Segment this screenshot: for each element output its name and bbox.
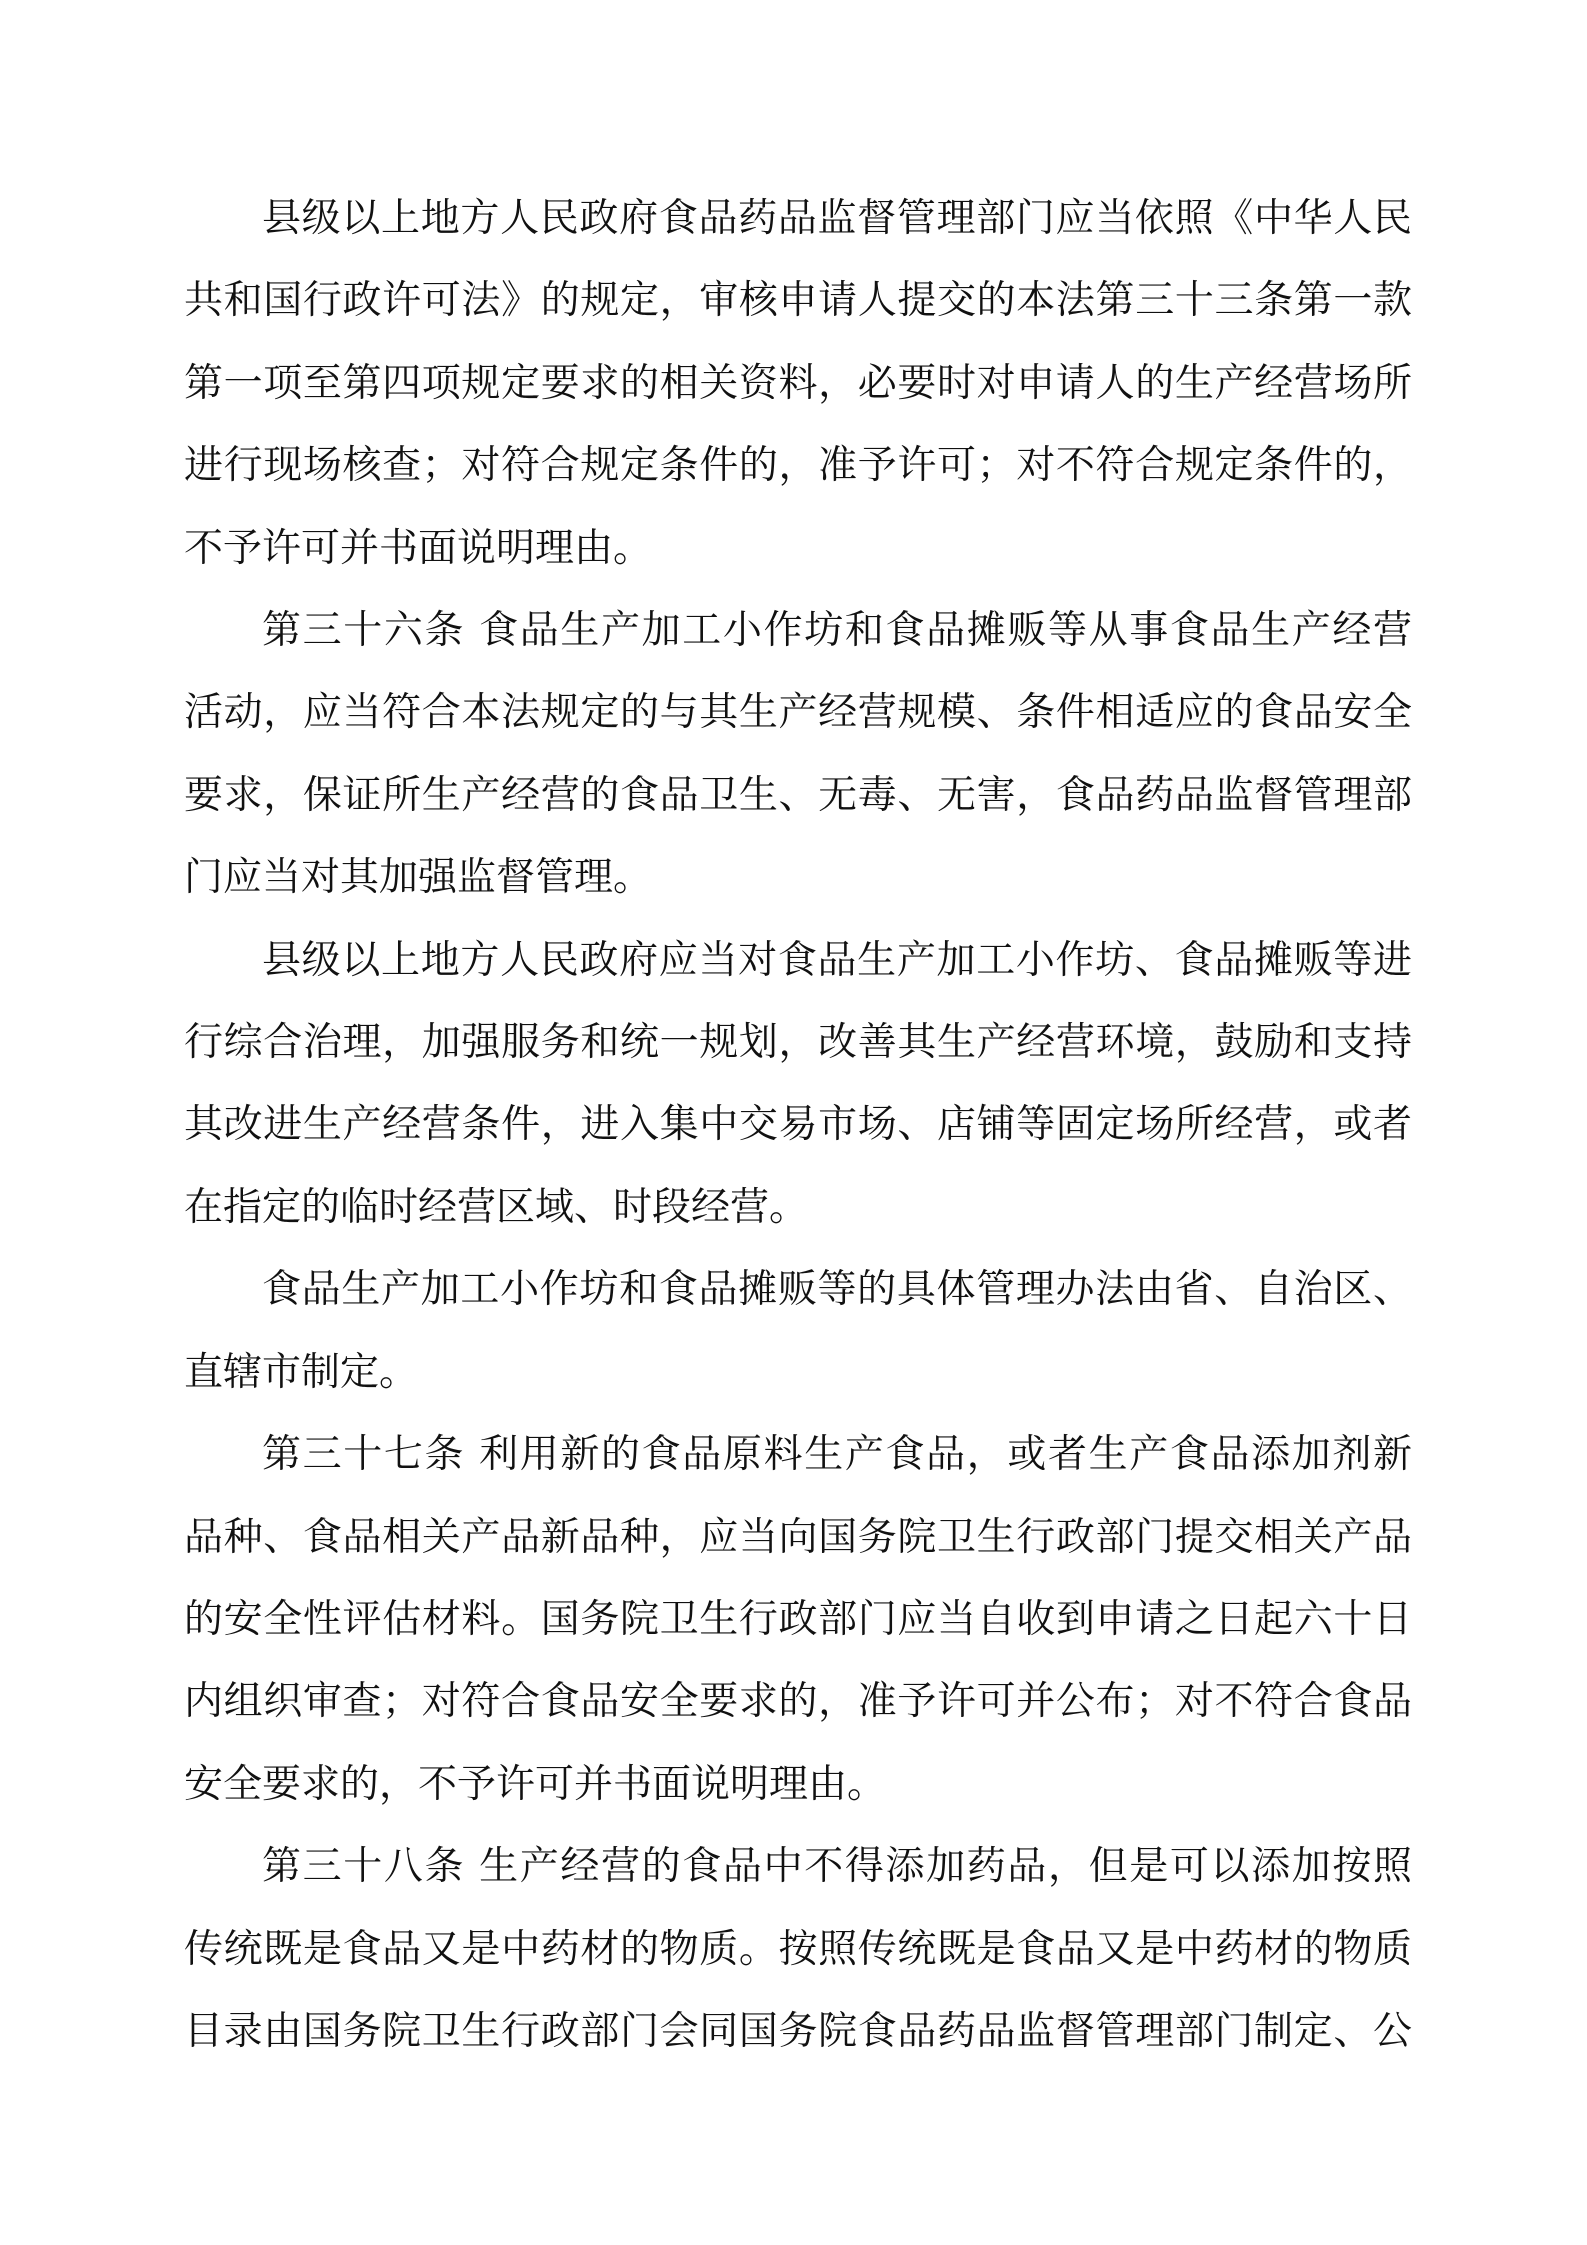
- text-line: 直辖市制定。: [184, 1349, 419, 1395]
- document-body: [184, 178, 1412, 2073]
- text-line: 内组织审查；对符合食品安全要求的，准予许可并公布；对不符合食品: [184, 1679, 1412, 1725]
- text-line: 品种、食品相关产品新品种，应当向国务院卫生行政部门提交相关产品: [184, 1514, 1412, 1560]
- paragraph: [184, 1826, 1412, 2073]
- text-line: 县级以上地方人民政府食品药品监督管理部门应当依照《中华人民: [262, 196, 1412, 241]
- text-line: 第一项至第四项规定要求的相关资料，必要时对申请人的生产经营场所: [184, 360, 1412, 406]
- text-line: 第三十七条 利用新的食品原料生产食品，或者生产食品添加剂新: [262, 1432, 1412, 1478]
- text-line: 的安全性评估材料。国务院卫生行政部门应当自收到申请之日起六十日: [184, 1596, 1412, 1642]
- text-line: 进行现场核查；对符合规定条件的，准予许可；对不符合规定条件的，: [184, 443, 1412, 489]
- paragraph: [184, 590, 1412, 920]
- paragraph: [184, 1414, 1412, 1826]
- text-line: 安全要求的，不予许可并书面说明理由。: [184, 1761, 887, 1807]
- text-line: 要求，保证所生产经营的食品卫生、无毒、无害，食品药品监督管理部: [184, 772, 1412, 818]
- text-line: 第三十八条 生产经营的食品中不得添加药品，但是可以添加按照: [262, 1844, 1412, 1890]
- text-line: 第三十六条 食品生产加工小作坊和食品摊贩等从事食品生产经营: [262, 608, 1412, 654]
- text-line: 门应当对其加强监督管理。: [184, 855, 653, 901]
- text-line: 食品生产加工小作坊和食品摊贩等的具体管理办法由省、自治区、: [262, 1267, 1412, 1313]
- text-line: 在指定的临时经营区域、时段经营。: [184, 1184, 809, 1230]
- text-line: 共和国行政许可法》的规定，审核申请人提交的本法第三十三条第一款: [184, 278, 1412, 324]
- paragraph: [184, 178, 1412, 590]
- text-line: 其改进生产经营条件，进入集中交易市场、店铺等固定场所经营，或者: [184, 1102, 1412, 1148]
- text-line: 县级以上地方人民政府应当对食品生产加工小作坊、食品摊贩等进: [262, 937, 1412, 983]
- text-line: 行综合治理，加强服务和统一规划，改善其生产经营环境，鼓励和支持: [184, 1020, 1412, 1066]
- paragraph: [184, 920, 1412, 1250]
- text-line: 传统既是食品又是中药材的物质。按照传统既是食品又是中药材的物质: [184, 1926, 1412, 1972]
- paragraph: [184, 1249, 1412, 1414]
- text-line: 目录由国务院卫生行政部门会同国务院食品药品监督管理部门制定、公: [184, 2008, 1412, 2054]
- text-line: 活动，应当符合本法规定的与其生产经营规模、条件相适应的食品安全: [184, 690, 1412, 736]
- text-line: 不予许可并书面说明理由。: [184, 525, 653, 571]
